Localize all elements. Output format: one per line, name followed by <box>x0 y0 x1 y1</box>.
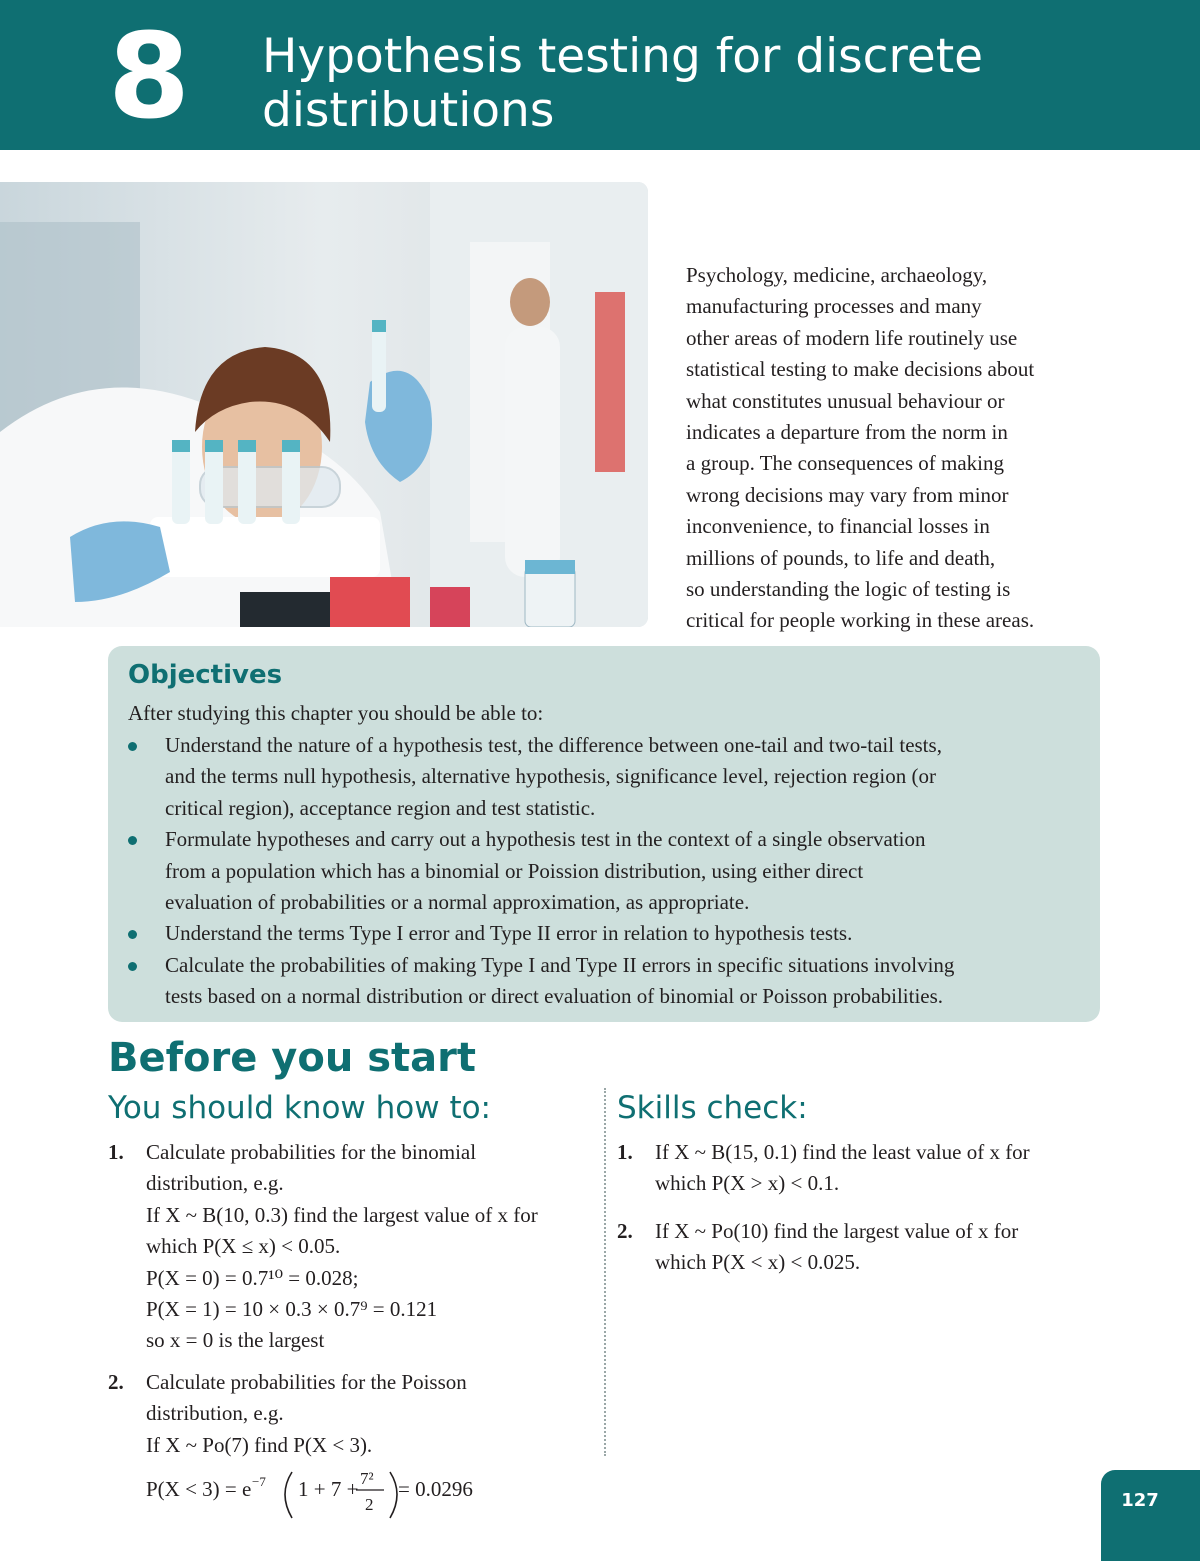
chapter-header <box>0 0 1200 150</box>
objectives-intro: After studying this chapter you should be able to: <box>128 701 544 725</box>
bullet-icon <box>128 836 137 845</box>
item-line: distribution, e.g. <box>146 1171 284 1196</box>
item-line: distribution, e.g. <box>146 1401 284 1426</box>
formula-exponent: −7 <box>252 1474 266 1489</box>
page-number-tab <box>1101 1470 1200 1561</box>
intro-line: a group. The consequences of making <box>686 451 1005 476</box>
item-line: Calculate probabilities for the binomial <box>146 1140 477 1164</box>
column-divider <box>604 1088 606 1456</box>
poisson-formula <box>146 1466 506 1522</box>
objective-item <box>108 918 1100 949</box>
objective-line: critical region), acceptance region and test statistic. <box>165 795 596 820</box>
objective-line: Understand the terms Type I error and Type II error in relation to hypothesis tests. <box>165 921 853 946</box>
intro-line: indicates a departure from the norm in <box>686 420 1008 445</box>
lab-scientist-photo <box>0 182 648 627</box>
item-line: which P(X < x) < 0.025. <box>655 1250 861 1275</box>
item-line: P(X = 1) = 10 × 0.3 × 0.7⁹ = 0.121 <box>146 1297 438 1322</box>
intro-line: wrong decisions may vary from minor <box>686 482 1009 507</box>
item-line: so x = 0 is the largest <box>146 1328 325 1353</box>
skills-check-heading: Skills check: <box>617 1090 808 1126</box>
intro-line: so understanding the logic of testing is <box>686 577 1011 602</box>
item-line: Calculate probabilities for the Poisson <box>146 1369 467 1394</box>
item-number: 2. <box>617 1218 633 1243</box>
item-line: If X ~ Po(7) find P(X < 3). <box>146 1432 373 1457</box>
intro-line: inconvenience, to financial losses in <box>686 514 990 539</box>
objective-item <box>108 730 1100 824</box>
skills-check-item <box>617 1137 1097 1200</box>
formula-denominator: 2 <box>365 1495 374 1514</box>
objective-line: Formulate hypotheses and carry out a hypothesis test in the context of a single observation <box>165 827 926 852</box>
objectives-title: Objectives <box>128 660 283 690</box>
item-number: 1. <box>617 1140 633 1164</box>
bullet-icon <box>128 962 137 971</box>
objectives-box <box>108 646 1100 1022</box>
intro-line: other areas of modern life routinely use <box>686 325 1018 350</box>
you-should-know-heading: You should know how to: <box>108 1090 492 1126</box>
formula-rhs: = 0.0296 <box>398 1477 473 1501</box>
objective-line: tests based on a normal distribution or direct evaluation of binomial or Poisson probabilities. <box>165 984 944 1009</box>
objective-line: and the terms null hypothesis, alternative hypothesis, significance level, rejection region (or <box>165 764 936 789</box>
know-how-list <box>108 1137 598 1471</box>
objective-line: evaluation of probabilities or a normal approximation, as appropriate. <box>165 890 750 915</box>
item-number: 1. <box>108 1140 124 1164</box>
intro-line: manufacturing processes and many <box>686 294 982 319</box>
intro-line: Psychology, medicine, archaeology, <box>686 263 988 287</box>
chapter-title-line: distributions <box>262 83 555 138</box>
intro-line: critical for people working in these areas. <box>686 608 1035 633</box>
item-line: If X ~ B(10, 0.3) find the largest value of x for <box>146 1202 538 1227</box>
item-line: If X ~ Po(10) find the largest value of x for <box>655 1218 1019 1243</box>
chapter-title-line: Hypothesis testing for discrete <box>262 29 984 84</box>
item-number: 2. <box>108 1369 124 1394</box>
skills-check-list <box>617 1137 1097 1289</box>
formula-lhs: P(X < 3) = e <box>146 1477 252 1501</box>
item-line: If X ~ B(15, 0.1) find the least value of x for <box>655 1140 1030 1164</box>
bullet-icon <box>128 742 137 751</box>
formula-inner: 1 + 7 + <box>298 1477 359 1501</box>
skills-check-item <box>617 1216 1097 1279</box>
intro-paragraph <box>686 260 1106 637</box>
objective-item <box>108 950 1100 1013</box>
know-how-item <box>108 1137 598 1357</box>
before-you-start-title: Before you start <box>108 1035 477 1081</box>
chapter-title <box>262 30 1162 138</box>
formula-numerator: 7² <box>360 1469 374 1488</box>
objective-item <box>108 824 1100 918</box>
page-number: 127 <box>1121 1490 1159 1511</box>
objectives-list <box>108 730 1100 1013</box>
know-how-item <box>108 1367 598 1461</box>
chapter-number: 8 <box>107 7 191 145</box>
objective-line: Calculate the probabilities of making Type I and Type II errors in specific situations involving <box>165 952 955 977</box>
right-paren <box>390 1472 397 1518</box>
objective-line: from a population which has a binomial or Poission distribution, using either direct <box>165 858 864 883</box>
intro-line: millions of pounds, to life and death, <box>686 545 996 570</box>
item-line: which P(X > x) < 0.1. <box>655 1171 840 1196</box>
item-line: which P(X ≤ x) < 0.05. <box>146 1234 341 1259</box>
bullet-icon <box>128 930 137 939</box>
intro-line: what constitutes unusual behaviour or <box>686 388 1005 413</box>
intro-line: statistical testing to make decisions about <box>686 357 1035 382</box>
left-paren <box>285 1472 292 1518</box>
item-line: P(X = 0) = 0.7¹⁰ = 0.028; <box>146 1265 359 1290</box>
objective-line: Understand the nature of a hypothesis test, the difference between one-tail and two-tail tests, <box>165 733 942 757</box>
